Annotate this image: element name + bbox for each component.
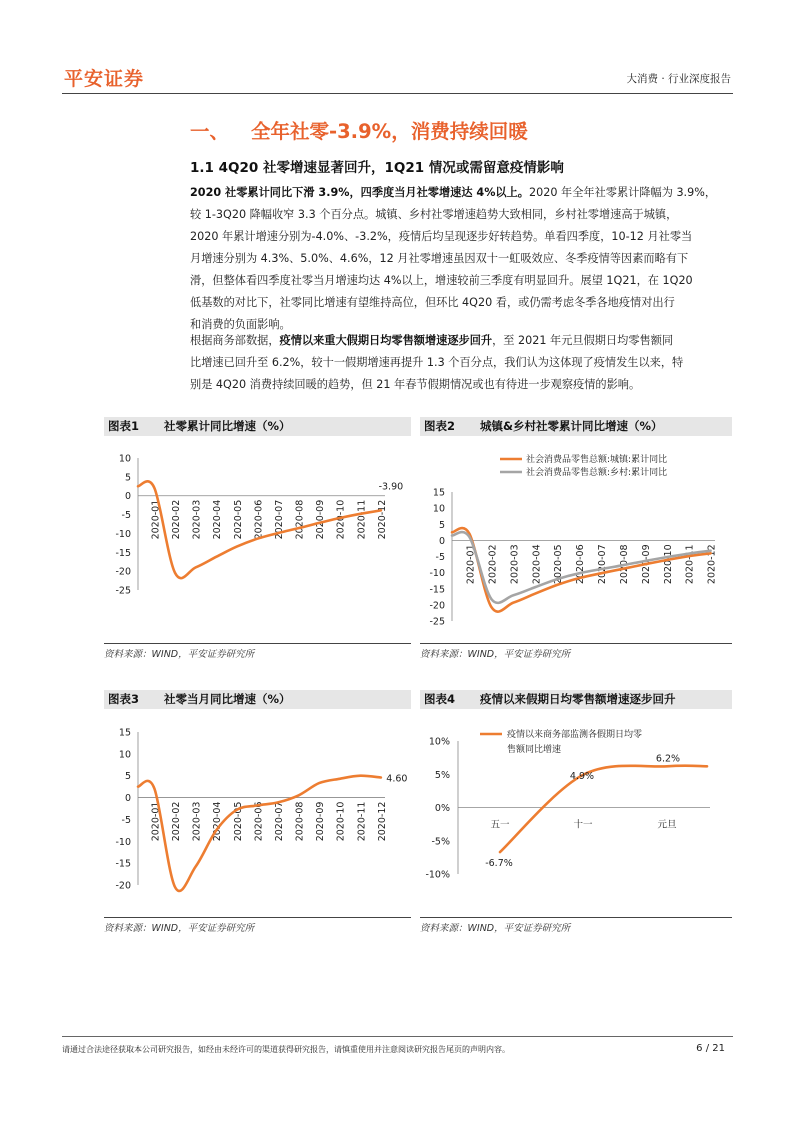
figure-2-number: 图表2 xyxy=(424,419,456,433)
figure-3-number: 图表3 xyxy=(108,692,140,706)
y-tick-label: 10% xyxy=(428,736,450,748)
x-tick-label: 2020-06 xyxy=(253,499,265,540)
x-tick-label: 2020-12 xyxy=(376,801,388,842)
x-tick-label: 2020-01 xyxy=(465,544,477,585)
y-tick-label: -20 xyxy=(429,600,445,612)
paragraph-2-lead: 疫情以来重大假期日均零售额增速逐步回升 xyxy=(279,334,493,347)
data-label: -3.90 xyxy=(378,481,404,493)
y-tick-label: -10 xyxy=(429,568,445,580)
figure-3-source: 资料来源：WIND，平安证券研究所 xyxy=(104,917,411,934)
legend-label: 疫情以来商务部监测各假期日均零 xyxy=(507,730,643,740)
x-tick-label: 2020-10 xyxy=(335,801,347,842)
x-tick-label: 2020-05 xyxy=(553,544,565,585)
x-tick-label: 2020-03 xyxy=(191,801,203,842)
y-tick-label: -20 xyxy=(115,566,131,578)
x-tick-label: 2020-10 xyxy=(662,544,674,585)
y-tick-label: -25 xyxy=(429,616,445,628)
x-tick-label: 2020-02 xyxy=(487,544,499,585)
x-tick-label: 2020-02 xyxy=(171,499,183,540)
x-tick-label: 2020-09 xyxy=(315,801,327,842)
y-tick-label: 0 xyxy=(438,535,445,547)
data-label: 4.9% xyxy=(569,770,595,782)
y-tick-label: -15 xyxy=(429,584,445,596)
y-tick-label: 0 xyxy=(124,491,131,503)
x-tick-label: 2020-06 xyxy=(575,544,587,585)
x-tick-label: 2020-07 xyxy=(273,499,285,540)
section-title: 全年社零-3.9%，消费持续回暖 xyxy=(251,120,528,143)
figure-2-source: 资料来源：WIND，平安证券研究所 xyxy=(420,643,732,660)
paragraph-1-lead: 2020 社零累计同比下滑 3.9%，四季度当月社零增速达 4%以上。 xyxy=(190,186,529,199)
footer-disclaimer: 请通过合法途径获取本公司研究报告，如经由未经许可的渠道获得研究报告，请慎重使用并注意阅读研究报告尾页的声明内容。 xyxy=(62,1045,510,1054)
y-tick-label: 0 xyxy=(124,793,131,805)
paragraph-1-line: 月增速分别为 4.3%、5.0%、4.6%，12 月社零增速虽因双十一虹吸效应、冬季疫情等因素而略有下 xyxy=(190,252,689,265)
section-number: 一、 xyxy=(190,120,230,143)
y-tick-label: 0% xyxy=(434,803,450,814)
x-tick-label: 2020-04 xyxy=(212,801,224,842)
company-logo: 平安证券 xyxy=(64,68,145,90)
figure-1-number: 图表1 xyxy=(108,419,140,433)
figure-1-caption: 社零累计同比增速（%） xyxy=(164,419,291,433)
y-tick-label: -25 xyxy=(115,585,131,597)
y-tick-label: 5% xyxy=(434,769,450,781)
paragraph-1-line: 较 1-3Q20 降幅收窄 3.3 个百分点。城镇、乡村社零增速趋势大致相同，乡村社零增速高于城镇， xyxy=(190,208,678,221)
legend-label: 售额同比增速 xyxy=(507,745,562,755)
y-tick-label: -10 xyxy=(115,528,131,540)
paragraph-1-line: 2020 年全年社零累计降幅为 3.9%， xyxy=(528,186,717,199)
y-tick-label: -15 xyxy=(115,858,131,870)
figure-4-number: 图表4 xyxy=(424,692,456,706)
data-label: 6.2% xyxy=(655,753,681,765)
x-tick-label: 2020-06 xyxy=(253,801,265,842)
x-tick-label: 2020-03 xyxy=(191,499,203,540)
x-tick-label: 2020-10 xyxy=(335,499,347,540)
x-tick-label: 2020-04 xyxy=(212,499,224,540)
x-tick-label: 2020-08 xyxy=(618,544,630,585)
x-tick-label: 2020-07 xyxy=(597,544,609,585)
y-tick-label: 5 xyxy=(438,519,445,531)
y-tick-label: -5 xyxy=(435,552,445,563)
x-tick-label: 2020-01 xyxy=(150,499,162,540)
x-tick-label: 2020-08 xyxy=(294,499,306,540)
x-tick-label: 元旦 xyxy=(657,819,677,831)
x-tick-label: 2020-11 xyxy=(356,499,368,540)
y-tick-label: -5 xyxy=(121,510,131,522)
y-tick-label: -20 xyxy=(115,880,131,892)
paragraph-2-line: 别是 4Q20 消费持续回暖的趋势，但 21 年春节假期情况或也有待进一步观察疫情的影响。 xyxy=(190,378,641,391)
data-label: 4.60 xyxy=(386,773,408,785)
y-tick-label: -5 xyxy=(121,814,131,826)
figure-4-source: 资料来源：WIND，平安证券研究所 xyxy=(420,917,732,934)
x-tick-label: 2020-11 xyxy=(684,544,696,585)
paragraph-1-line: 2020 年累计增速分别为-4.0%、-3.2%，疫情后均呈现逐步好转趋势。单看四季度，10-12 月社零当 xyxy=(190,230,693,243)
x-tick-label: 2020-08 xyxy=(294,801,306,842)
y-tick-label: 5 xyxy=(124,771,131,783)
y-tick-label: -5% xyxy=(431,836,450,848)
x-tick-label: 2020-05 xyxy=(232,801,244,842)
data-label: -6.7% xyxy=(485,858,513,870)
y-tick-label: -10 xyxy=(115,836,131,848)
legend-label: 社会消费品零售总额:城镇:累计同比 xyxy=(526,455,668,465)
x-tick-label: 十一 xyxy=(573,819,593,831)
paragraph-1-line: 滑，但整体看四季度社零当月增速均达 4%以上，增速较前三季度有明显回升。展望 1Q21，在 1Q20 xyxy=(190,274,693,287)
figure-2-caption: 城镇&乡村社零累计同比增速（%） xyxy=(480,419,663,433)
x-tick-label: 2020-12 xyxy=(376,499,388,540)
report-category: 大消费 · 行业深度报告 xyxy=(626,73,731,85)
page-number: 6 / 21 xyxy=(696,1043,725,1054)
series-line xyxy=(500,766,707,852)
x-tick-label: 2020-09 xyxy=(640,544,652,585)
x-tick-label: 2020-05 xyxy=(232,499,244,540)
paragraph-2-line: ，至 2021 年元旦假期日均零售额同 xyxy=(492,334,674,347)
y-tick-label: 10 xyxy=(432,503,445,515)
x-tick-label: 2020-11 xyxy=(356,801,368,842)
x-tick-label: 2020-02 xyxy=(171,801,183,842)
legend-label: 社会消费品零售总额:乡村:累计同比 xyxy=(526,468,668,478)
y-tick-label: -15 xyxy=(115,547,131,559)
x-tick-label: 2020-03 xyxy=(509,544,521,585)
figure-4-caption: 疫情以来假期日均零售额增速逐步回升 xyxy=(480,692,676,706)
y-tick-label: 5 xyxy=(124,472,131,484)
x-tick-label: 2020-04 xyxy=(531,544,543,585)
y-tick-label: -10% xyxy=(425,869,450,881)
y-tick-label: 15 xyxy=(118,727,131,739)
x-tick-label: 五一 xyxy=(490,819,510,831)
y-tick-label: 15 xyxy=(432,487,445,499)
x-tick-label: 2020-12 xyxy=(706,544,718,585)
x-tick-label: 2020-09 xyxy=(315,499,327,540)
paragraph-1-line: 低基数的对比下，社零同比增速有望维持高位，但环比 4Q20 看，或仍需考虑冬季各地疫情对出行 xyxy=(190,296,675,309)
figure-1-source: 资料来源：WIND，平安证券研究所 xyxy=(104,643,411,660)
y-tick-label: 10 xyxy=(118,749,131,761)
figure-3-caption: 社零当月同比增速（%） xyxy=(164,692,291,706)
footer-divider xyxy=(62,1036,733,1037)
x-tick-label: 2020-07 xyxy=(273,801,285,842)
y-tick-label: 10 xyxy=(118,453,131,465)
paragraph-2-intro: 根据商务部数据， xyxy=(190,334,280,347)
x-tick-label: 2020-01 xyxy=(150,801,162,842)
paragraph-1-line: 和消费的负面影响。 xyxy=(190,318,291,331)
paragraph-2-line: 比增速已回升至 6.2%，较十一假期增速再提升 1.3 个百分点，我们认为这体现了疫情发生以来，特 xyxy=(190,356,684,369)
subsection-heading: 1.1 4Q20 社零增速显著回升，1Q21 情况或需留意疫情影响 xyxy=(190,160,564,176)
